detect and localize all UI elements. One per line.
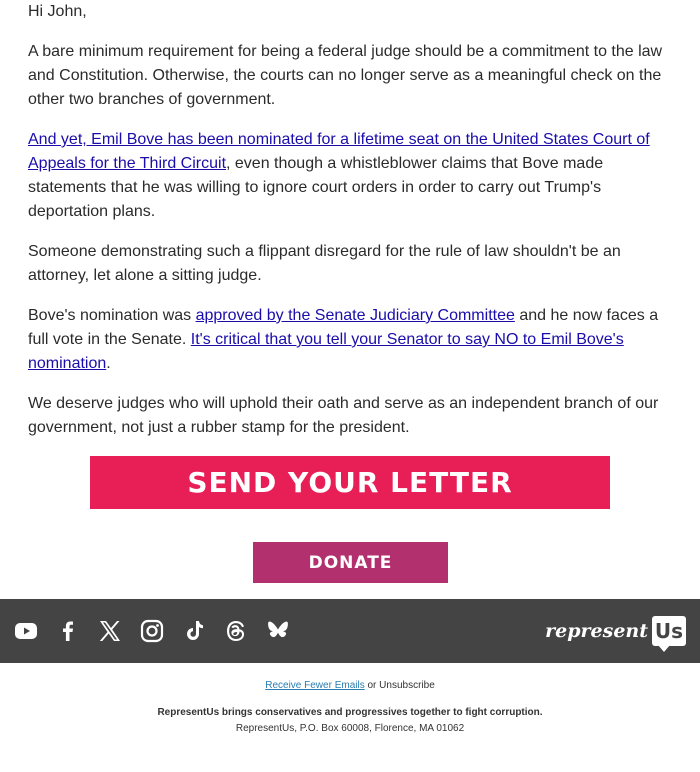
logo-badge: Us	[652, 616, 686, 646]
receive-fewer-emails-link[interactable]: Receive Fewer Emails	[265, 680, 365, 691]
tiktok-icon[interactable]	[182, 619, 206, 643]
paragraph-4-lead: Bove's nomination was	[28, 307, 196, 324]
x-icon[interactable]	[98, 619, 122, 643]
judiciary-committee-link[interactable]: approved by the Senate Judiciary Committee	[195, 307, 515, 324]
representus-logo[interactable]	[545, 613, 686, 649]
paragraph-4-middle: and he now faces a full vote in the Senate.	[28, 307, 659, 348]
bluesky-icon[interactable]	[266, 619, 290, 643]
send-letter-button[interactable]: SEND YOUR LETTER	[90, 456, 610, 509]
unsubscribe-link[interactable]: Unsubscribe	[379, 680, 435, 691]
paragraph-1: A bare minimum requirement for being a federal judge should be a commitment to the law and Constitution. Otherwise, the courts can no longer serve as a meaningful check on the other two branches of government.	[28, 43, 663, 108]
social-bar	[0, 599, 700, 663]
paragraph-2	[28, 128, 673, 224]
footer-links	[0, 680, 700, 691]
donate-button[interactable]: DONATE	[253, 542, 448, 583]
tell-senator-link[interactable]: It's critical that you tell your Senator to say NO to Emil Bove's nomination	[28, 331, 624, 372]
greeting: Hi John,	[28, 3, 87, 20]
instagram-icon[interactable]	[140, 619, 164, 643]
logo-text: represent	[545, 620, 648, 642]
paragraph-5: We deserve judges who will uphold their oath and serve as an independent branch of our government, not just a rubber stamp for the president.	[28, 395, 659, 436]
facebook-icon[interactable]	[56, 619, 80, 643]
paragraph-2-rest: , even though a whistleblower claims that Bove made statements that he was willing to ignore court orders in order to carry out Trump's deportation plans.	[28, 155, 604, 220]
nomination-link[interactable]: And yet, Emil Bove has been nominated for a lifetime seat on the United States Court of Appeals for the Third Circuit	[28, 131, 650, 172]
youtube-icon[interactable]	[14, 619, 38, 643]
footer-tagline: RepresentUs brings conservatives and progressives together to fight corruption.	[157, 707, 543, 718]
footer-or: or	[364, 680, 380, 691]
footer-address: RepresentUs, P.O. Box 60008, Florence, MA 01062	[235, 723, 465, 734]
paragraph-3: Someone demonstrating such a flippant disregard for the rule of law shouldn't be an attorney, let alone a sitting judge.	[28, 243, 621, 284]
threads-icon[interactable]	[224, 619, 248, 643]
paragraph-4-end: .	[106, 355, 111, 372]
paragraph-4	[28, 304, 673, 376]
